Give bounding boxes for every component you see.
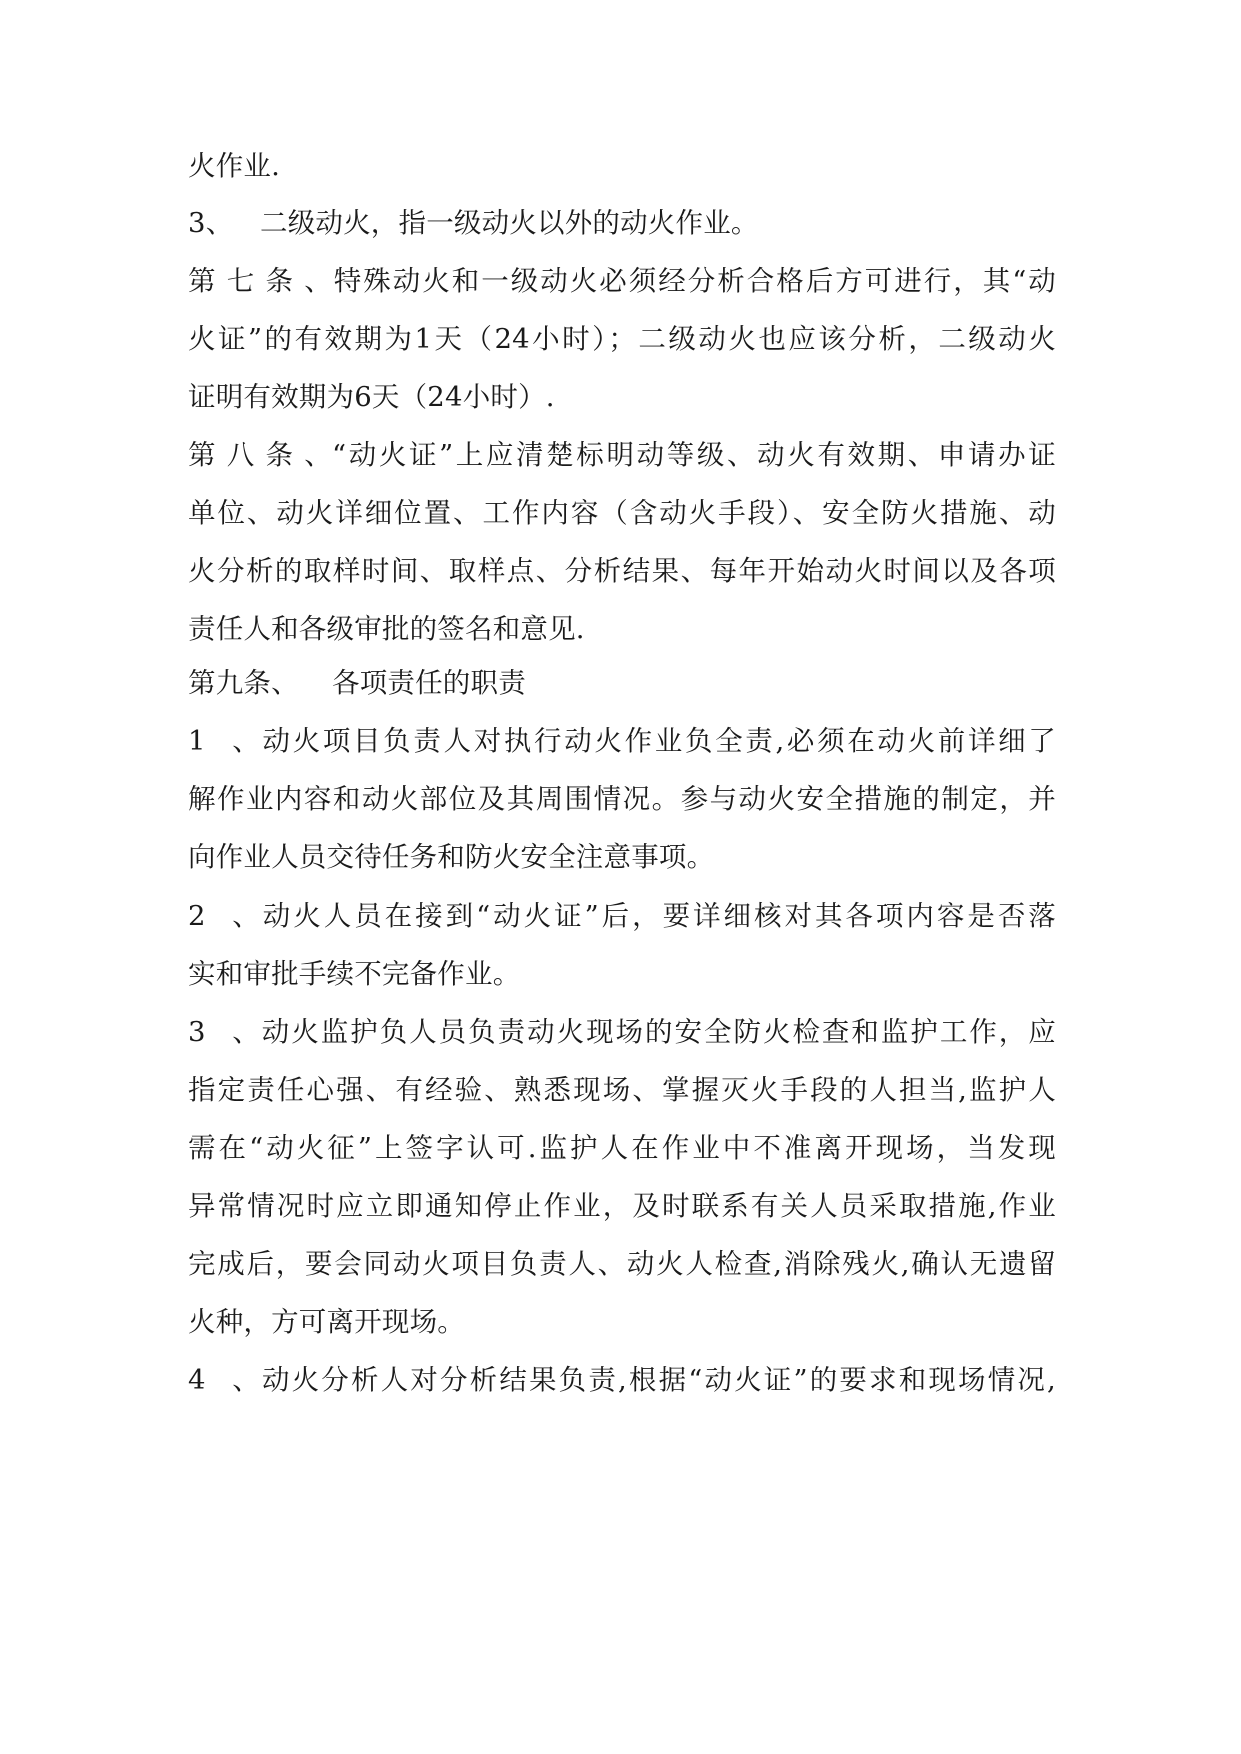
line-text: 火作业. <box>188 150 281 182</box>
line-text: 动火监护负人员负责动火现场的安全防火检查和监护工作，应 <box>260 1016 1056 1048</box>
text-line <box>188 779 1056 819</box>
text-line <box>188 551 1056 591</box>
item-number: 1、 <box>188 725 260 757</box>
line-text: 火证”的有效期为1天（24小时）；二级动火也应该分析，二级动火 <box>188 323 1056 355</box>
line-text: 证明有效期为6天（24小时）. <box>188 381 555 413</box>
line-text: 各项责任的职责 <box>332 667 526 699</box>
list-item <box>188 1360 1056 1400</box>
line-text: 动火项目负责人对执行动火作业负全责,必须在动火前详细了 <box>260 725 1056 757</box>
item-number: 3、 <box>188 1016 260 1048</box>
list-item <box>188 721 1056 761</box>
text-line <box>188 377 555 417</box>
text-line <box>188 493 1056 533</box>
line-text: 需在“动火征”上签字认可.监护人在作业中不准离开现场，当发现 <box>188 1132 1056 1164</box>
item-number: 4、 <box>188 1364 260 1396</box>
list-item <box>188 1012 1056 1052</box>
line-text: 完成后，要会同动火项目负责人、动火人检查,消除残火,确认无遗留 <box>188 1248 1056 1280</box>
line-text: 实和审批手续不完备作业。 <box>188 958 521 990</box>
text-line <box>188 1070 1056 1110</box>
text-line <box>188 837 714 877</box>
line-text: 火分析的取样时间、取样点、分析结果、每年开始动火时间以及各项 <box>188 555 1056 587</box>
line-text: 向作业人员交待任务和防火安全注意事项。 <box>188 841 715 873</box>
text-line <box>188 954 520 994</box>
line-text: 动火分析人对分析结果负责,根据“动火证”的要求和现场情况, <box>260 1364 1056 1396</box>
article-number: 第八条、 <box>188 439 332 471</box>
text-line <box>188 1186 1056 1226</box>
text-line <box>188 609 585 649</box>
list-item <box>188 203 759 243</box>
text-line <box>188 319 1056 359</box>
line-text: “动火证”上应清楚标明动等级、动火有效期、申请办证 <box>332 439 1056 471</box>
line-text: 责任人和各级审批的签名和意见. <box>188 613 585 645</box>
item-number: 2、 <box>188 900 260 932</box>
article-heading-line <box>188 435 1056 475</box>
text-line <box>188 1302 465 1342</box>
article-heading-line <box>188 663 526 703</box>
line-text: 单位、动火详细位置、工作内容（含动火手段）、安全防火措施、动 <box>188 497 1056 529</box>
list-item <box>188 896 1056 936</box>
line-text: 火种，方可离开现场。 <box>188 1306 465 1338</box>
text-line <box>188 146 280 186</box>
text-line <box>188 1128 1056 1168</box>
item-number: 3、 <box>188 207 234 239</box>
line-text: 解作业内容和动火部位及其周围情况。参与动火安全措施的制定，并 <box>188 783 1056 815</box>
line-text: 指定责任心强、有经验、熟悉现场、掌握灭火手段的人担当,监护人 <box>188 1074 1056 1106</box>
article-number: 第七条、 <box>188 265 332 297</box>
line-text: 动火人员在接到“动火证”后，要详细核对其各项内容是否落 <box>260 900 1056 932</box>
line-text: 二级动火，指一级动火以外的动火作业。 <box>260 207 759 239</box>
article-heading-line <box>188 261 1056 301</box>
line-text: 异常情况时应立即通知停止作业，及时联系有关人员采取措施,作业 <box>188 1190 1056 1222</box>
text-line <box>188 1244 1056 1284</box>
line-text: 特殊动火和一级动火必须经分析合格后方可进行，其“动 <box>332 265 1056 297</box>
article-number: 第九条、 <box>188 667 299 699</box>
